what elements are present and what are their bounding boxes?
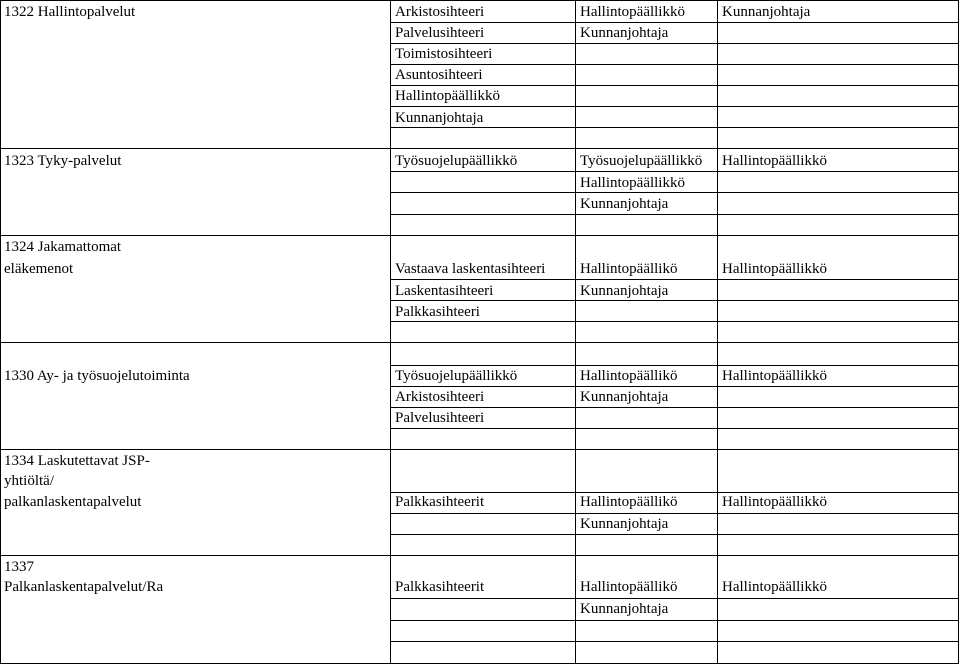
supervisor-cell: Hallintopäällikkö: [722, 579, 827, 595]
responsible-cell: Palvelusihteeri: [395, 410, 485, 426]
supervisor-cell: Kunnanjohtaja: [722, 4, 811, 20]
approver-cell: Kunnanjohtaja: [580, 389, 669, 405]
approver-cell: Hallintopäällikö: [580, 261, 678, 277]
task-cell: yhtiöltä/: [4, 473, 54, 489]
task-cell: palkanlaskentapalvelut: [4, 494, 142, 510]
task-cell: Palkanlaskentapalvelut/Ra: [4, 579, 164, 595]
responsible-cell: Asuntosihteeri: [395, 67, 483, 83]
supervisor-cell: Hallintopäällikkö: [722, 261, 827, 277]
approver-cell: Työsuojelupäällikkö: [580, 153, 703, 169]
task-cell: 1334 Laskutettavat JSP-: [4, 453, 150, 469]
responsible-cell: Hallintopäällikkö: [395, 88, 500, 104]
supervisor-cell: Hallintopäällikkö: [722, 153, 827, 169]
approver-cell: Kunnanjohtaja: [580, 25, 669, 41]
approver-cell: Hallintopäällikö: [580, 494, 678, 510]
approver-cell: Hallintopäällikö: [580, 579, 678, 595]
approver-cell: Kunnanjohtaja: [580, 601, 669, 617]
responsible-cell: Toimistosihteeri: [395, 46, 493, 62]
responsible-cell: Palkkasihteeri: [395, 304, 480, 320]
approver-cell: Kunnanjohtaja: [580, 196, 669, 212]
responsible-cell: Palkkasihteerit: [395, 579, 485, 595]
responsible-cell: Työsuojelupäällikkö: [395, 368, 518, 384]
task-cell: 1337: [4, 559, 34, 575]
approver-cell: Hallintopäällikö: [580, 368, 678, 384]
responsible-cell: Työsuojelupäällikkö: [395, 153, 518, 169]
approver-cell: Hallintopäällikkö: [580, 4, 685, 20]
responsible-cell: Palkkasihteerit: [395, 494, 485, 510]
responsible-cell: Vastaava laskentasihteeri: [395, 261, 546, 277]
task-cell: 1323 Tyky-palvelut: [4, 153, 122, 169]
supervisor-cell: Hallintopäällikkö: [722, 494, 827, 510]
task-cell: 1322 Hallintopalvelut: [4, 4, 136, 20]
task-cell: 1324 Jakamattomat: [4, 239, 122, 255]
responsible-cell: Palvelusihteeri: [395, 25, 485, 41]
approver-cell: Kunnanjohtaja: [580, 516, 669, 532]
responsible-cell: Arkistosihteeri: [395, 4, 485, 20]
responsible-cell: Kunnanjohtaja: [395, 110, 484, 126]
responsible-cell: Laskentasihteeri: [395, 283, 494, 299]
approver-cell: Kunnanjohtaja: [580, 283, 669, 299]
responsible-cell: Arkistosihteeri: [395, 389, 485, 405]
supervisor-cell: Hallintopäällikkö: [722, 368, 827, 384]
task-cell: eläkemenot: [4, 261, 74, 277]
task-cell: 1330 Ay- ja työsuojelutoiminta: [4, 368, 190, 384]
approver-cell: Hallintopäällikkö: [580, 175, 685, 191]
